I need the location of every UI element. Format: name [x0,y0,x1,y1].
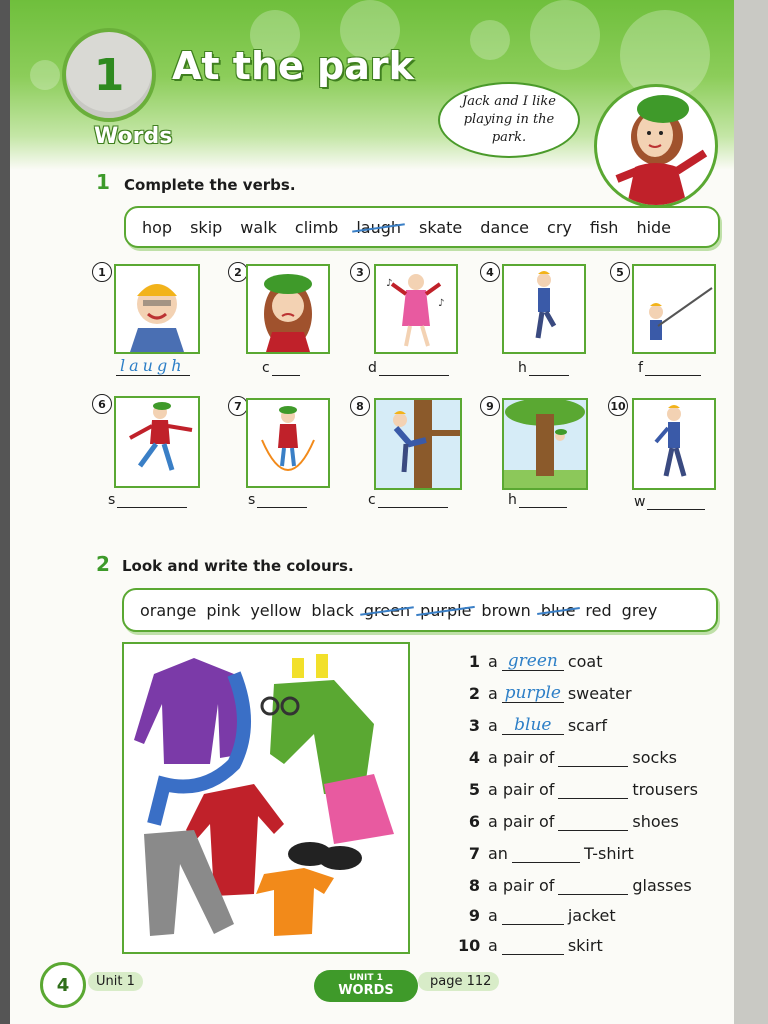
colour-item-9[interactable]: 9 a jacket [468,906,616,925]
answer-5[interactable]: f [638,360,701,376]
picture-laughing-boy [114,264,200,354]
character-illustration [594,84,718,208]
colour-item-2[interactable]: 2 a purple sweater [468,683,632,703]
picture-number: 2 [228,262,248,282]
picture-number: 8 [350,396,370,416]
word-bank-item: red [585,600,612,620]
section-heading: Words [94,124,173,149]
picture-number: 9 [480,396,500,416]
word-bank-item: hide [636,217,672,237]
picture-number: 1 [92,262,112,282]
book-binding [0,0,10,1024]
colour-answer[interactable] [502,936,564,955]
word-bank-item: grey [621,600,658,620]
verb-word-bank [124,206,720,248]
answer-8[interactable]: c [368,492,448,508]
colour-item-3[interactable]: 3 a blue scarf [468,715,607,735]
picture-walking-boy [632,398,716,490]
clothes-illustration [122,642,410,954]
picture-number: 6 [92,394,112,414]
answer-1-handwritten: laugh [116,356,190,376]
picture-skipping-girl [246,398,330,488]
picture-number: 10 [608,396,628,416]
word-bank-item: climb [294,217,339,237]
word-bank-item-crossed: purple [420,600,472,620]
answer-7[interactable]: s [248,492,307,508]
picture-skating-girl [114,396,200,488]
word-bank-item-crossed: laugh [356,217,402,237]
workbook-page [10,0,734,1024]
colour-item-6[interactable]: 6 a pair of shoes [468,812,679,831]
colour-answer[interactable] [512,844,580,863]
word-bank-item: orange [140,600,197,620]
footer-unit-label: Unit 1 [88,972,143,991]
picture-fishing-boy [632,264,716,354]
colour-answer[interactable]: purple [502,684,564,703]
word-bank-item: walk [240,217,277,237]
colour-answer[interactable] [558,812,628,831]
word-bank-item: yellow [250,600,302,620]
speech-bubble [438,82,580,158]
answer-6[interactable]: s [108,492,187,508]
word-bank-item: hop [142,217,173,237]
word-bank-item: dance [480,217,530,237]
colour-answer[interactable]: blue [502,716,564,735]
colour-item-1[interactable]: 1 a green coat [468,651,603,671]
word-bank-item-crossed: blue [540,600,576,620]
word-bank-item: skip [190,217,223,237]
picture-dancing-girl [374,264,458,354]
picture-number: 5 [610,262,630,282]
picture-crying-girl [246,264,330,354]
colour-item-10[interactable]: 10 a skirt [458,936,603,955]
exercise-2-number: 2 [96,552,110,576]
colour-item-5[interactable]: 5 a pair of trousers [468,780,698,799]
footer-badge-top: UNIT 1 [349,973,383,983]
yellow-socks [292,658,304,678]
word-bank-item-crossed: green [363,600,411,620]
page-title: At the park [172,44,414,88]
unit-number-badge [62,28,156,122]
unit-number: 1 [93,49,125,101]
colour-word-bank [122,588,718,632]
answer-3[interactable]: d [368,360,449,376]
footer-badge-bottom: WORDS [338,983,394,998]
picture-number: 3 [350,262,370,282]
word-bank-item: skate [419,217,463,237]
green-coat [270,680,374,794]
word-bank-item: pink [206,600,241,620]
picture-climbing-boy [374,398,462,490]
footer-words-badge [314,970,418,1002]
colour-answer[interactable]: green [502,652,564,671]
colour-item-7[interactable]: 7 an T-shirt [468,844,634,863]
orange-tshirt [256,868,334,936]
colour-item-4[interactable]: 4 a pair of socks [468,748,677,767]
word-bank-item: black [311,600,354,620]
picture-number: 7 [228,396,248,416]
exercise-1-number: 1 [96,170,110,194]
pink-skirt [324,774,394,844]
answer-1[interactable] [116,356,190,376]
picture-number: 4 [480,262,500,282]
word-bank-item: fish [589,217,619,237]
exercise-2-instruction: Look and write the colours. [122,557,354,575]
answer-2[interactable]: c [262,360,300,376]
answer-9[interactable]: h [508,492,567,508]
colour-answer[interactable] [502,906,564,925]
picture-hiding-boy [502,398,588,490]
svg-text:♪: ♪ [438,298,445,309]
svg-text:♪: ♪ [386,278,393,289]
next-page-edge [734,0,768,1024]
exercise-1-instruction: Complete the verbs. [124,176,296,194]
colour-answer[interactable] [558,780,628,799]
colour-answer[interactable] [558,748,628,767]
answer-10[interactable]: w [634,494,705,510]
purple-sweater [134,658,244,764]
page-number: 4 [40,962,86,1008]
word-bank-item: cry [547,217,572,237]
colour-answer[interactable] [558,876,628,895]
footer-page-reference: page 112 [418,972,499,991]
answer-4[interactable]: h [518,360,569,376]
colour-item-8[interactable]: 8 a pair of glasses [468,876,692,895]
word-bank-item: brown [481,600,531,620]
picture-hopping-boy [502,264,586,354]
speech-text: Jack and I like playing in the park. [462,94,556,145]
